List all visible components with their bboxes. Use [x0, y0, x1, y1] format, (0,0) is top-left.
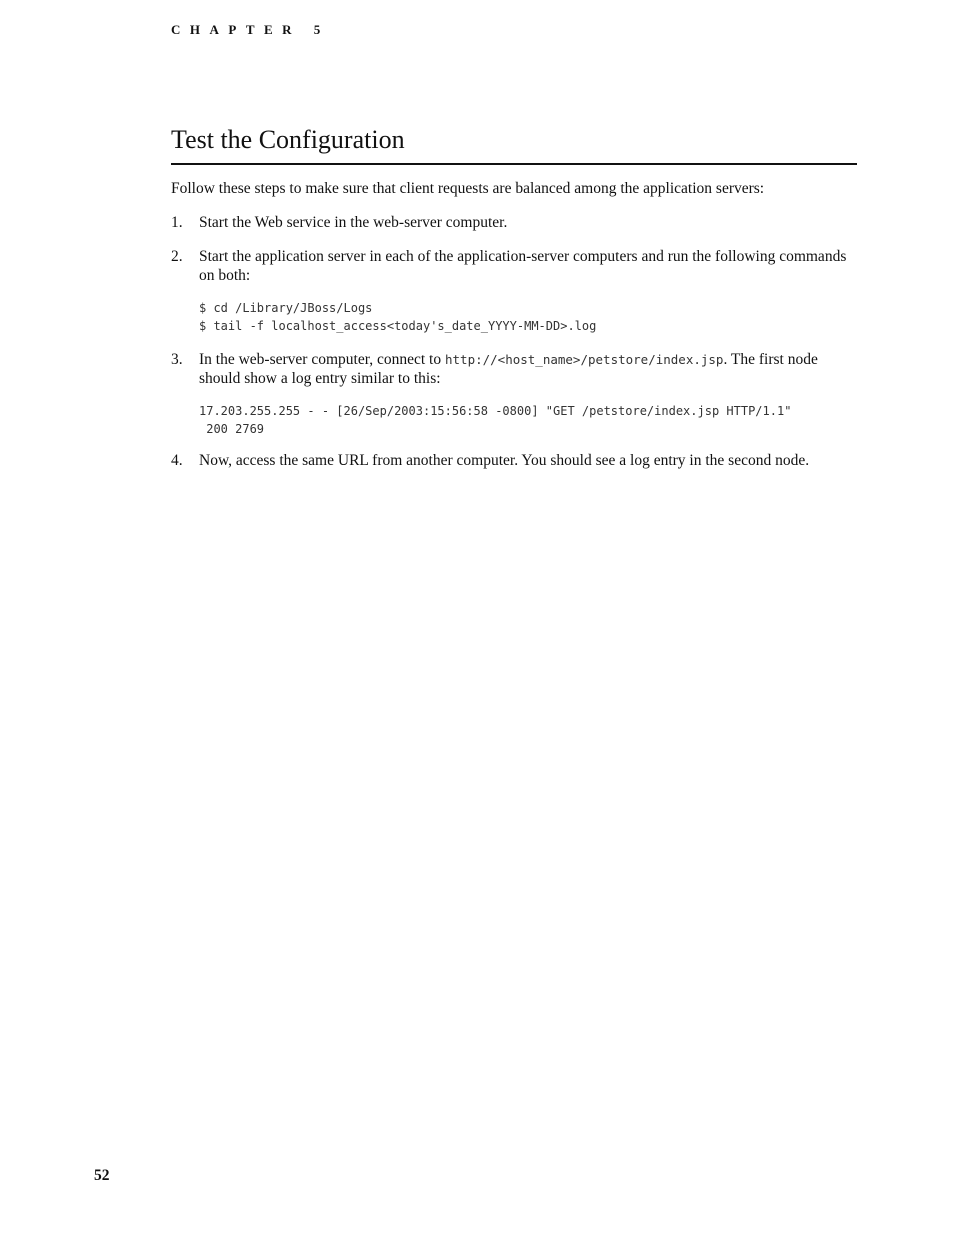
page-number: 52: [94, 1167, 110, 1184]
step-number: 3.: [171, 351, 183, 368]
list-item-step-4: [171, 451, 857, 470]
step-text: Start the application server in each of the application-server computers and run the following commands on both:: [199, 248, 847, 284]
code-block-commands: $ cd /Library/JBoss/Logs $ tail -f localhost_access<today's_date_YYYY-MM-DD>.log: [199, 301, 597, 333]
steps-list: [171, 213, 857, 470]
step-text-before: In the web-server computer, connect to: [199, 351, 445, 368]
intro-paragraph: Follow these steps to make sure that client requests are balanced among the application servers:: [171, 180, 765, 197]
chapter-label: CHAPTER 5: [171, 22, 330, 37]
step-number: 1.: [171, 214, 183, 231]
section-title: Test the Configuration: [171, 124, 857, 165]
step-text: Now, access the same URL from another computer. You should see a log entry in the second node.: [199, 452, 810, 469]
step-text: Start the Web service in the web-server computer.: [199, 214, 508, 231]
list-item-step-3: [171, 350, 857, 438]
code-block-log-entry: 17.203.255.255 - - [26/Sep/2003:15:56:58 -0800] "GET /petstore/index.jsp HTTP/1.1" 200 2769: [199, 404, 792, 436]
step-text: [199, 350, 857, 388]
section-test-configuration: [171, 124, 857, 470]
list-item-step-1: [171, 213, 857, 232]
step-text-after: . The first node should show a log entry similar to this:: [199, 351, 818, 387]
step-number: 4.: [171, 452, 183, 469]
list-item-step-2: [171, 247, 857, 335]
inline-code-url: http://<host_name>/petstore/index.jsp: [445, 352, 724, 367]
step-number: 2.: [171, 248, 183, 265]
